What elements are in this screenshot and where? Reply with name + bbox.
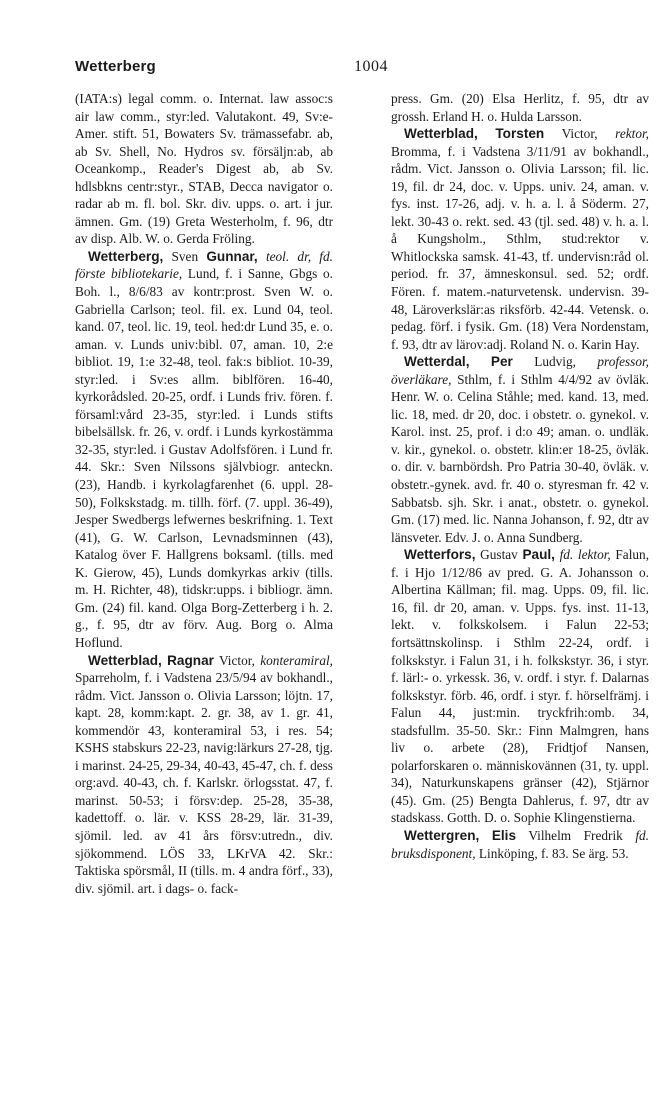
continuation-text: press. Gm. (20) Elsa Herlitz, f. 95, dtr av grossh. Erland H. o. Hulda Larsson.	[391, 91, 649, 124]
entry-wetterdal-per	[391, 353, 649, 546]
entry-forenames: Ludvig,	[534, 354, 576, 370]
entry-surname: Wetterfors,	[404, 547, 476, 563]
entry-forenames: Vilhelm Fredrik	[528, 827, 623, 843]
entry-body: Lund, f. i Sanne, Gbgs o. Boh. l., 8/6/83 av kontr:prost. Sven W. o. Gabriella Carlson; teol. fil. ex. Lund 04, teol. kand. 07, teol. lic. 19, teol. hed:dr Lund 35, e. o. aman. v. Lunds univ:bibl. 07, aman. 10, 2:e bibliot. 19, 1:e 32-48, teol. fak:s bibliot. 10-39, styr:led. i Sv:es allm. biblfören. 16-40, kyrkorådsled. 20-25, ordf. i Lunds friv. fören. f. församl:vård 23-35, styr:led. i Lunds stifts bibelsällsk. fr. 26, v. ordf. i Lunds kyrkostämma 32-35, styr:led. i Gustav Adolfsfören. i Lund fr. 44. Skr.: Sven Nilssons självbiogr. anteckn. (23), Handb. i kyrkolagfarenhet (6. uppl. 28-50), Folkskstadg. m. tillh. förf. (7. uppl. 36-49), Jesper Swedbergs lefwernes beskrifning. 1. Text (41), G. W. Carlson, Levnadsminnen (43), Katalog över F. Hallgrens boksaml. (tills. med K. Gierow, 45), Lunds domkyrkas arkiv (tills. m. H. Richter, 48), tidskr:upps. i bibliogr. ämn. Gm. (24) fil. kand. Olga Borg-Zetterberg i h. 2. g., f. 95, dtr av förv. Aug. Borg o. Alma Hoflund.	[75, 266, 334, 650]
entry-surname: Wetterdal,	[404, 354, 470, 370]
entry-given-name: Per	[490, 354, 513, 370]
entry-wetterfors-paul	[391, 546, 649, 827]
entry-forenames: Victor,	[218, 652, 255, 668]
entry-wetterblad-ragnar	[75, 652, 333, 898]
left-column	[75, 90, 333, 897]
entry-title: professor, överläkare,	[391, 354, 650, 387]
entry-title: rektor,	[615, 126, 649, 142]
running-head	[75, 58, 650, 82]
entry-surname: Wettergren,	[404, 827, 480, 843]
entry-surname: Wetterberg,	[88, 248, 164, 264]
entry-given-name: Gunnar,	[206, 248, 258, 264]
entry-body: Sparreholm, f. i Vadstena 23/5/94 av bokhandl., rådm. Vict. Jansson o. Olivia Larsson; löjtn. 17, kapt. 28, komm:kapt. 2. gr. 38, av 1. gr. 41, kommendör 43, konteramiral 53, i res. 54; KSHS stabskurs 22-23, navig:lärkurs 27-28, tjg. i marinst. 24-25, 29-34, 40-43, 45-47, ch. f. dess org:avd. 40-43, ch. f. Karlskr. örlogsstat. 47, f. marinst. 50-53; i försv:dep. 25-28, 35-38, kadettoff. o. lär. v. KSS 28-29, lär. 31-39, sjömil. led. av 41 års försv:utredn., div. sjökommend. LÖS 33, LKrVA 42. Skr.: Taktiska spörsmål, II (tills. m. 4 andra förf., 33), div. sjömil. art. i dags- o. fack-	[75, 670, 333, 896]
entry-given-name: Ragnar	[167, 652, 214, 668]
continuation-text: (IATA:s) legal comm. o. Internat. law assoc:s air law comm., styr:led. Valutakont. 49, Sv:e-Amer. stift. 51, Bowaters Sv. trämassefabr. ab, ab Sv. Shell, No. Hydros sv. försäljn:ab, ab Oceankomp., Reader's Digest ab, ab Sv. hdlsbkns centr:styr., STAB, Decca navigator o. radar ab m. fl. bol. Skr. div. upps. o. art. i jur. ämnen. Gm. (19) Greta Westerholm, f. 96, dtr av disp. Alb. W. o. Gerda Fröling.	[75, 91, 333, 247]
entry-wetterblad-torsten	[391, 125, 649, 353]
entry-surname: Wetterblad,	[88, 652, 162, 668]
entry-forenames: Victor,	[561, 126, 598, 142]
entry-given-name: Torsten	[495, 126, 545, 142]
entry-surname: Wetterblad,	[404, 126, 478, 142]
entry-title: fd. bruksdisponent,	[391, 827, 650, 861]
page-number: 1004	[354, 58, 388, 75]
entry-body: Bromma, f. i Vadstena 3/11/91 av bokhandl., rådm. Vict. Jansson o. Olivia Larsson; fil. lic. 19, fil. dr 24, doc. v. Upps. univ. 24, aman. v. fys. inst. 17-26, adj. v. h. a. l. å Söderm. 27, lekt. 30-43 o. rekt. sed. 43 (tjl. sed. 48) v. h. a. l. å Kungsholm., Sthlm, stud:rektor v. Whitlockska samsk. 41-43, tf. undervisn:råd ol. period. fr. 37, ämneskonsul. sed. 52; ordf. Fören. f. matem.-naturvetensk. undervisn. 39-48, Läroverkslär:as riksförb. 42-44. Vetensk. o. pedag. förf. i fysik. Gm. (18) Vera Nordenstam, f. 93, dtr av lärov:adj. Roland N. o. Karin Hay.	[391, 143, 649, 352]
entry-given-name: Paul,	[522, 547, 555, 563]
entry-wettergren-elis	[391, 827, 649, 862]
entry-wetterberg-gunnar	[75, 248, 333, 652]
entry-forenames: Gustav	[480, 547, 518, 563]
entry-given-name: Elis	[491, 827, 517, 843]
entry-body: Sthlm, f. i Sthlm 4/4/92 av övläk. Henr. W. o. Celina Ståhle; med. kand. 13, med. lic. 18, med. dr 20, doc. i obstetr. o. gynekol. v. Karol. inst. 25, prof. i d:o 49; aman. o. undläk. v. kir., gynekol. o. obstetr. klin:er 18-25, övläk. o. dir. v. barnbördsh. Pro Patria 30-40, övläk. v. obstetr.-gynek. avd. fr. 40 o. styresman fr. 42 v. Sabbatsb. sjh. Skr. i anat., obstetr. o. gynekol. Gm. (17) med. lic. Nanna Johanson, f. 92, dtr av länsveter. Edv. J. o. Anna Sundberg.	[391, 371, 650, 545]
entry-body: Linköping, f. 83. Se ärg. 53.	[478, 845, 629, 861]
right-column	[391, 90, 649, 862]
entry-body: Falun, f. i Hjo 1/12/86 av pred. G. A. Johansson o. Albertina Källman; fil. mag. Upps. 09, fil. lic. 16, fil. dr 20, aman. v. Upps. fys. inst. 11-13, lekt. v. folkskolsem. i Falun 22-53; fortsättnskolinsp. i Sthlm 22-24, ordf. i folkskstyr. i Falun 31, i h. folkskstyr. 36, i styr. f. lärl:- o. yrkessk. 36, v. ordf. i styr. f. Dalarnas folkskstyr. förb. 46, ordf. i styr. f. hörselfrämj. i Falun 44, just:min. tryckfrih:omb. 34, stadsfullm. 35-50. Skr.: Finn Malmgren, hans liv o. arbete (28), Fridtjof Nansen, polarforskaren o. människovännen (31, ty. uppl. 34), Naturkunskapens gränser (42), Stjärnor (45). Gm. (25) Bengta Dahlerus, f. 97, dtr av stadskass. Gotth. D. o. Sophie Klingenstierna.	[391, 547, 650, 826]
entry-title: fd. lektor,	[559, 547, 611, 563]
running-head-name: Wetterberg	[75, 58, 156, 75]
entry-title: teol. dr, fd. förste bibliotekarie,	[75, 248, 333, 282]
entry-forenames: Sven	[171, 248, 199, 264]
entry-title: konteramiral,	[260, 652, 334, 668]
